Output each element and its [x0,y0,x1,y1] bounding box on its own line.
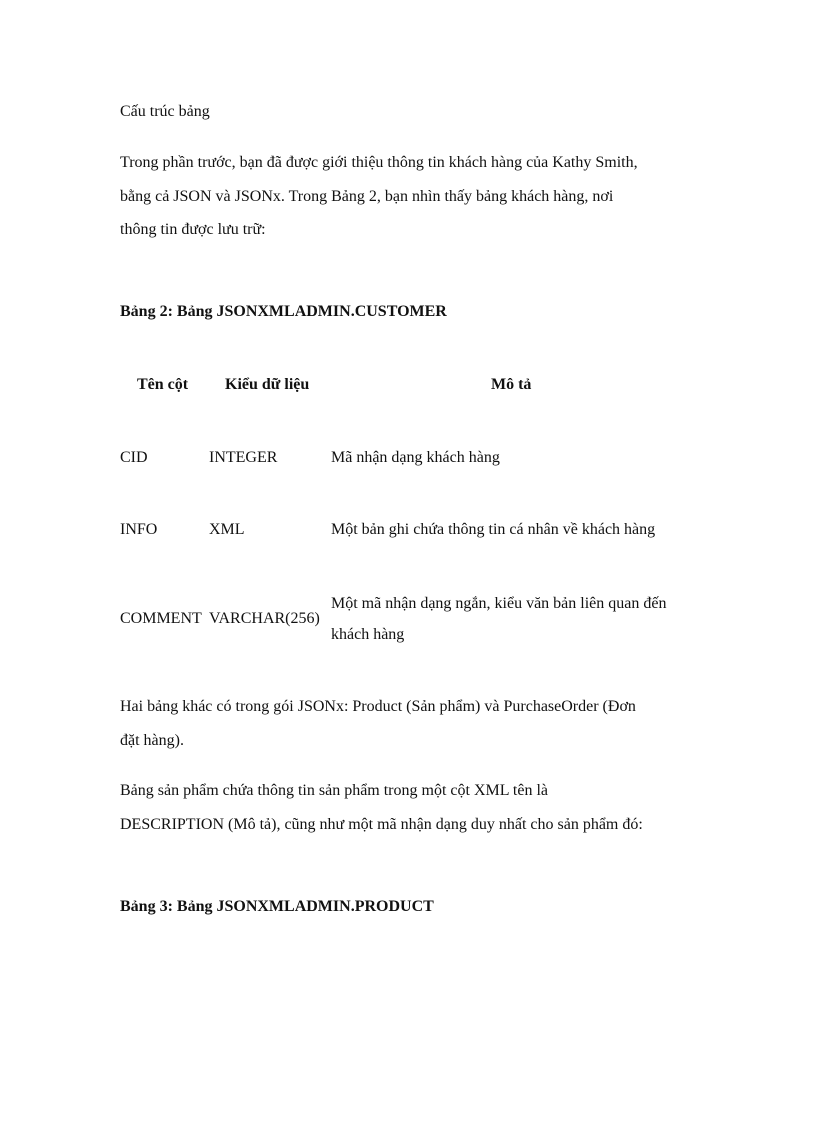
cell-description: khách hàng [331,626,405,643]
intro-line: Trong phần trước, bạn đã được giới thiệu thông tin khách hàng của Kathy Smith, [120,154,638,171]
paragraph-line: Bảng sản phẩm chứa thông tin sản phẩm trong một cột XML tên là [120,782,548,799]
paragraph-line: DESCRIPTION (Mô tả), cũng như một mã nhận dạng duy nhất cho sản phẩm đó: [120,816,643,833]
cell-description: Mã nhận dạng khách hàng [331,449,500,466]
cell-column-name: CID [120,449,148,466]
paragraph-line: đặt hàng). [120,732,184,749]
intro-line: bằng cả JSON và JSONx. Trong Bảng 2, bạn nhìn thấy bảng khách hàng, nơi [120,188,614,205]
paragraph-line: Hai bảng khác có trong gói JSONx: Product (Sản phẩm) và PurchaseOrder (Đơn [120,698,636,715]
cell-description: Một bản ghi chứa thông tin cá nhân về khách hàng [331,521,656,538]
cell-column-name: COMMENT [120,610,202,627]
cell-column-name: INFO [120,521,158,538]
cell-description: Một mã nhận dạng ngắn, kiểu văn bản liên quan đến [331,595,667,612]
header-description: Mô tả [491,376,532,393]
table2-caption: Bảng 2: Bảng JSONXMLADMIN.CUSTOMER [120,303,447,320]
header-column-name: Tên cột [137,376,189,393]
section-title: Cấu trúc bảng [120,103,210,120]
cell-data-type: INTEGER [209,449,278,466]
cell-data-type: VARCHAR(256) [209,610,320,627]
intro-line: thông tin được lưu trữ: [120,221,266,238]
table3-caption: Bảng 3: Bảng JSONXMLADMIN.PRODUCT [120,898,434,915]
cell-data-type: XML [209,521,245,538]
header-data-type: Kiểu dữ liệu [225,376,310,393]
